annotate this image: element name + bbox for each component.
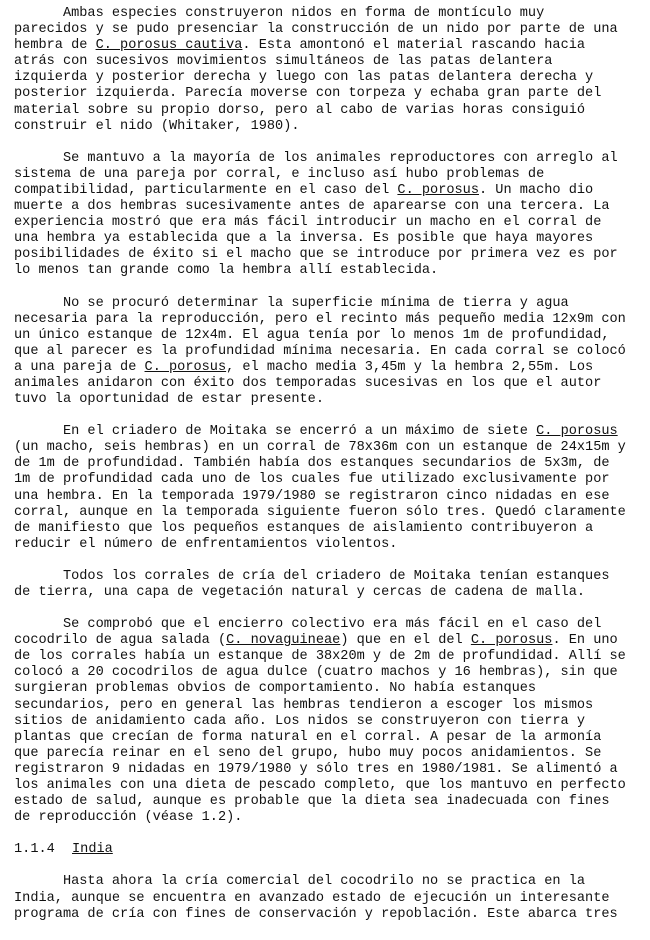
- text-line: sitios de anidamiento cada año. Los nidos se construyeron con tierra y: [14, 713, 586, 729]
- text-line: experiencia mostró que era más fácil introducir un macho en el corral de: [14, 215, 602, 231]
- section-number: 1.1.4: [14, 842, 55, 858]
- text-line: de tierra, una capa de vegetación natural y cercas de cadena de malla.: [14, 585, 586, 600]
- paragraph-india: [14, 874, 640, 922]
- text-line: India, aunque se encuentra en avanzado estado de ejecución un interesante: [14, 890, 610, 906]
- text-line: que parecía reinar en el seno del grupo, hubo muy pocos anidamientos. Se: [14, 745, 602, 761]
- text-line: compatibilidad, particularmente en el caso del C. porosus. Un macho dio: [14, 182, 594, 198]
- text-line: construir el nido (Whitaker, 1980).: [14, 118, 300, 134]
- paragraph-5: [14, 569, 640, 601]
- text-line: tuvo la oportunidad de estar presente.: [14, 392, 324, 408]
- document-page: [14, 6, 640, 923]
- text-line: secundarios, pero en general las hembras tendieron a escoger los mismos: [14, 697, 594, 713]
- section-heading: [14, 842, 640, 858]
- text-line: 1m de profundidad cada uno de los cuales fue utilizado exclusivamente por: [14, 472, 610, 488]
- text-line: posterior izquierda. Parecía moverse con torpeza y echaba gran parte del: [14, 86, 602, 102]
- text-line: de 1m de profundidad. También había dos estanques secundarios de 5x3m, de: [14, 456, 610, 472]
- text-line: Se mantuvo a la mayoría de los animales reproductores con arreglo al: [14, 150, 618, 166]
- text-line: a una pareja de C. porosus, el macho media 3,45m y la hembra 2,55m. Los: [14, 359, 594, 375]
- text-line: los animales con una dieta de pescado completo, que los mantuvo en perfecto: [14, 778, 626, 794]
- text-line: registraron 9 nidadas en 1979/1980 y sólo tres en 1980/1981. Se alimentó a: [14, 761, 618, 777]
- text-line: una hembra ya establecida que a la inversa. Es posible que haya mayores: [14, 231, 594, 247]
- text-line: (un macho, seis hembras) en un corral de 78x36m con un estanque de 24x15m y: [14, 440, 626, 456]
- text-line: una hembra. En la temporada 1979/1980 se registraron cinco nidadas en ese: [14, 488, 610, 504]
- text-line: surgieran problemas obvios de comportamiento. No había estanques: [14, 681, 537, 697]
- text-line: que al parecer es la profundidad mínima necesaria. En cada corral se colocó: [14, 343, 626, 359]
- text-line: posibilidades de éxito si el macho que se introduce por primera vez es por: [14, 247, 618, 263]
- text-line: de manifiesto que los pequeños estanques de aislamiento contribuyeron a: [14, 520, 594, 536]
- species-name: C. porosus: [470, 633, 553, 649]
- text-line: de los corrales había un estanque de 38x20m y de 2m de profundidad. Allí se: [14, 649, 626, 665]
- text-line: de reproducción (véase 1.2).: [14, 810, 243, 826]
- text-line: plantas que crecían de forma natural en el corral. A pesar de la armonía: [14, 729, 602, 745]
- text-line: necesaria para la reproducción, pero el recinto más pequeño media 12x9m con: [14, 311, 626, 327]
- text-line: Ambas especies construyeron nidos en forma de montículo muy: [14, 6, 545, 21]
- text-line: izquierda y posterior derecha y luego con las patas delantera derecha y: [14, 70, 594, 86]
- text-line: parecidos y se pudo presenciar la construcción de un nido por parte de una: [14, 22, 618, 38]
- paragraph-1: [14, 6, 640, 135]
- text-line: hembra de C. porosus cautiva. Esta amontonó el material rascando hacia: [14, 38, 586, 54]
- text-line: En el criadero de Moitaka se encerró a un máximo de siete C. porosus: [14, 424, 618, 440]
- text-line: animales anidaron con éxito dos temporadas sucesivas en los que el autor: [14, 375, 602, 391]
- paragraph-2: [14, 151, 640, 280]
- text-line: material sobre su propio dorso, pero al cabo de varias horas consiguió: [14, 102, 586, 118]
- text-line: Se comprobó que el encierro colectivo era más fácil en el caso del: [14, 617, 602, 633]
- text-line: Hasta ahora la cría comercial del cocodrilo no se practica en la: [14, 874, 586, 890]
- text-line: corral, aunque en la temporada siguiente fueron sólo tres. Quedó claramente: [14, 504, 626, 520]
- text-line: colocó a 20 cocodrilos de agua dulce (cuatro machos y 16 hembras), sin que: [14, 665, 618, 681]
- paragraph-6: [14, 617, 640, 826]
- species-name: C. porosus: [536, 424, 618, 440]
- text-line: reducir el número de enfrentamientos violentos.: [14, 536, 398, 552]
- text-line: lo menos tan grande como la hembra allí establecida.: [14, 263, 439, 279]
- text-line: Todos los corrales de cría del criadero de Moitaka tenían estanques: [14, 568, 610, 584]
- species-name: C. porosus: [144, 359, 227, 375]
- paragraph-3: [14, 296, 640, 409]
- text-line: No se procuró determinar la superficie mínima de tierra y agua: [14, 295, 569, 311]
- text-line: un único estanque de 12x4m. El agua tenía por lo menos 1m de profundidad,: [14, 327, 610, 343]
- text-line: muerte a dos hembras sucesivamente antes de aparearse con una tercera. La: [14, 199, 610, 215]
- species-name: C. porosus: [397, 182, 479, 198]
- paragraph-4: [14, 424, 640, 553]
- text-line: cocodrilo de agua salada (C. novaguineae) que en el del C. porosus. En uno: [14, 633, 618, 649]
- species-name: C. novaguineae: [226, 633, 341, 649]
- text-line: estado de salud, aunque es probable que la dieta sea inadecuada con fines: [14, 794, 610, 810]
- section-title: India: [72, 842, 113, 858]
- text-line: atrás con sucesivos movimientos simultáneos de las patas delantera: [14, 54, 553, 70]
- text-line: sistema de una pareja por corral, e incluso así hubo problemas de: [14, 166, 545, 182]
- species-name: C. porosus cautiva: [95, 38, 243, 54]
- text-line: programa de cría con fines de conservación y repoblación. Este abarca tres: [14, 906, 618, 922]
